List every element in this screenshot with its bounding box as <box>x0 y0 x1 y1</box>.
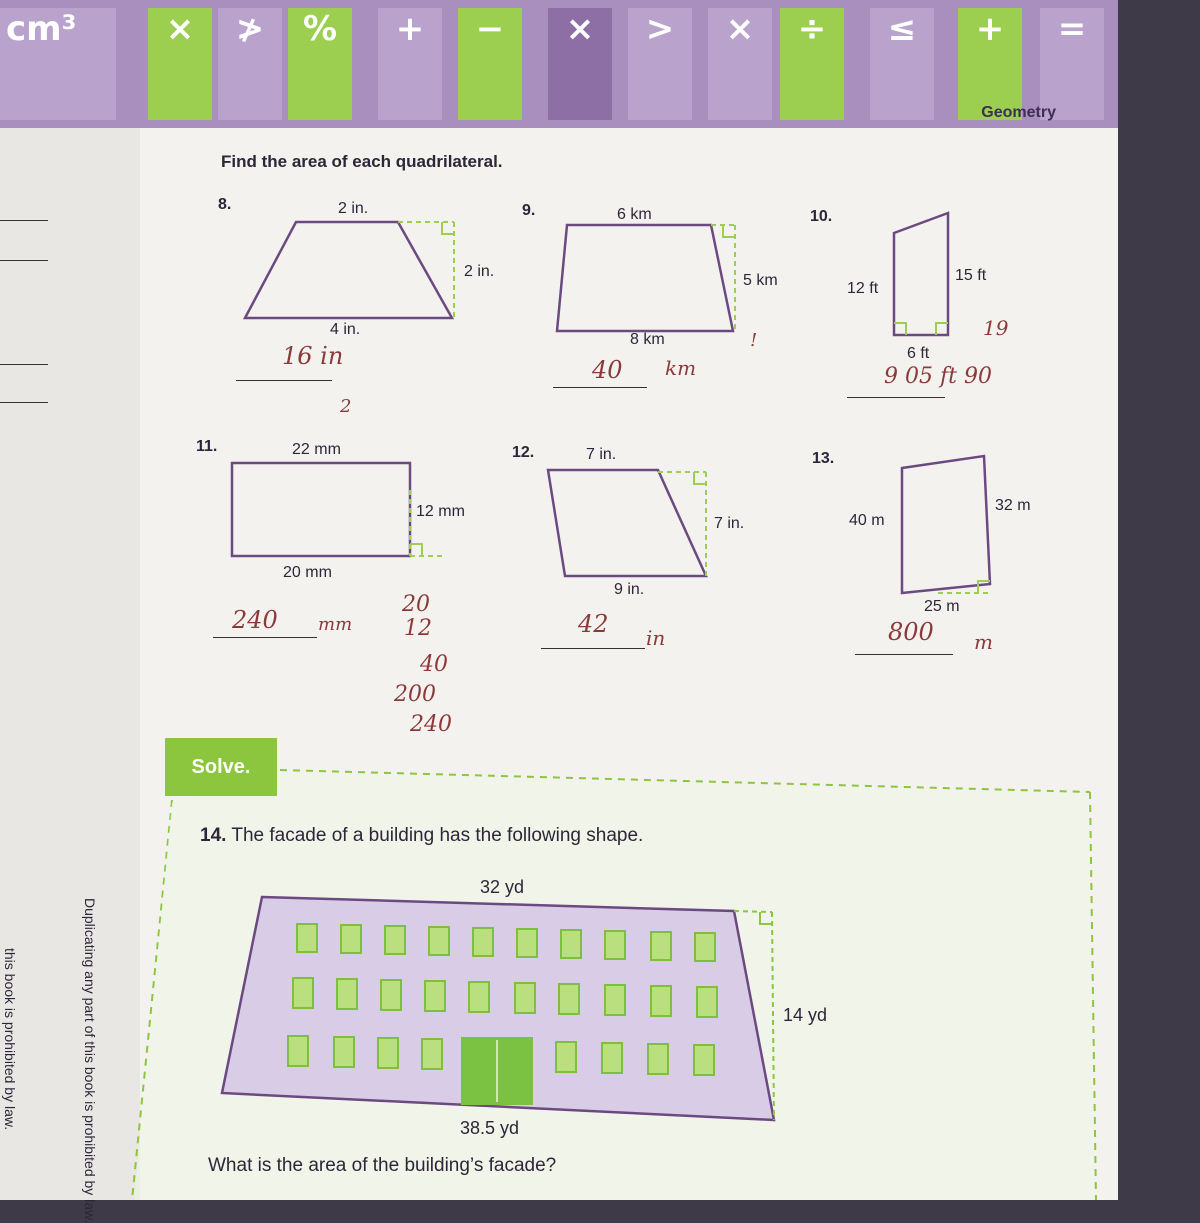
right-angle-mark <box>936 323 948 335</box>
problem-10-note: 19 <box>983 316 1009 340</box>
problem-10-answer: 9 05 ft 90 <box>884 364 992 389</box>
problem-13-unit: m <box>974 630 993 654</box>
right-angle-mark <box>723 225 735 237</box>
problem-10-answer-line[interactable] <box>847 397 945 398</box>
problem-8-answer: 16 in <box>282 342 344 370</box>
problem-12-unit: in <box>646 626 666 650</box>
problem-12-number: 12. <box>512 444 535 461</box>
problem-12-top-label: 7 in. <box>586 446 617 463</box>
problem-11-number: 11. <box>196 438 218 455</box>
facade-bottom-label: 38.5 yd <box>460 1118 520 1138</box>
problem-11-work: 200 <box>394 682 436 707</box>
problem-11-base-label: 20 mm <box>283 564 332 581</box>
facade-top-label: 32 yd <box>480 877 525 897</box>
problem-11-work: 12 <box>404 616 432 641</box>
solve-tab: Solve. <box>165 738 277 796</box>
problem-9-answer: 40 <box>592 356 623 384</box>
problem-13-number: 13. <box>812 450 835 467</box>
problem-10-left-label: 12 ft <box>847 280 879 297</box>
header-tile: + <box>378 8 442 120</box>
problem-8-answer-line[interactable] <box>236 380 332 381</box>
figure-8-trapezoid <box>245 222 452 318</box>
figure-10-trapezoid <box>894 213 948 335</box>
problem-8-top-label: 2 in. <box>338 200 369 217</box>
problem-9-height-label: 5 km <box>743 272 778 289</box>
instructions: Find the area of each quadrilateral. <box>221 152 503 171</box>
header-tile: > <box>628 8 692 120</box>
subject-label: Geometry <box>981 104 1056 121</box>
problem-9-number: 9. <box>522 202 536 219</box>
problem-9-answer-line[interactable] <box>553 387 647 388</box>
copyright-notice: this book is prohibited by law. <box>2 948 18 1131</box>
right-angle-mark <box>894 323 906 335</box>
figure-11-rectangle <box>232 463 410 556</box>
problem-14-statement: The facade of a building has the following shape. <box>231 825 644 846</box>
right-angle-mark <box>442 222 454 234</box>
problem-12-height-label: 7 in. <box>714 515 745 532</box>
problem-8-height-label: 2 in. <box>464 263 495 280</box>
problem-11-work: 40 <box>420 652 448 677</box>
right-angle-mark <box>978 581 990 593</box>
problem-11-work: 20 <box>402 592 430 617</box>
problem-9-unit: km <box>665 356 697 380</box>
problem-13-answer-line[interactable] <box>855 654 953 655</box>
problem-13-answer: 800 <box>888 618 934 646</box>
problem-13-base-label: 25 m <box>924 598 960 615</box>
problem-8-note: 2 <box>340 396 352 417</box>
header-tile: × <box>708 8 772 120</box>
problem-14-question: What is the area of the building’s facade? <box>208 1155 557 1176</box>
header-tile: ÷ <box>780 8 844 120</box>
problem-11-height-label: 12 mm <box>416 503 465 520</box>
problem-11-answer: 240 <box>232 606 278 634</box>
problem-12-answer: 42 <box>578 610 609 638</box>
problem-9-top-label: 6 km <box>617 206 652 223</box>
header-tile: − <box>458 8 522 120</box>
header-tile: ≯ <box>218 8 282 120</box>
right-angle-mark <box>694 472 706 484</box>
problem-10-base-label: 6 ft <box>907 345 930 362</box>
problem-8-number: 8. <box>218 196 232 213</box>
figure-13-trapezoid <box>902 456 990 593</box>
problem-11-answer-line[interactable] <box>213 637 317 638</box>
header-tile: cm³ <box>0 8 116 120</box>
header-tile: × <box>548 8 612 120</box>
problem-14-number: 14. <box>200 825 227 846</box>
header-tile: % <box>288 8 352 120</box>
problem-12-answer-line[interactable] <box>541 648 645 649</box>
header-tile: + <box>958 8 1022 120</box>
header-tile: ≤ <box>870 8 934 120</box>
problem-11-unit: mm <box>318 614 353 635</box>
problem-8-base-label: 4 in. <box>330 321 361 338</box>
problem-10-number: 10. <box>810 208 833 225</box>
header-tile: = <box>1040 8 1104 120</box>
problem-10-right-label: 15 ft <box>955 267 987 284</box>
figure-12-trapezoid <box>548 470 706 576</box>
figure-9-trapezoid <box>557 225 733 331</box>
copyright-notice: Duplicating any part of this book is prohibited by law. <box>82 898 98 1223</box>
problem-9-note: ! <box>750 330 758 351</box>
problem-13-left-label: 40 m <box>849 512 885 529</box>
problem-9-base-label: 8 km <box>630 331 665 348</box>
problem-11-work: 240 <box>410 712 452 737</box>
problem-13-right-label: 32 m <box>995 497 1031 514</box>
problem-12-base-label: 9 in. <box>614 581 645 598</box>
problem-11-top-label: 22 mm <box>292 441 341 458</box>
right-angle-mark <box>410 544 422 556</box>
problem-14-text <box>200 825 643 847</box>
facade-height-label: 14 yd <box>783 1005 828 1025</box>
header-tile: × <box>148 8 212 120</box>
